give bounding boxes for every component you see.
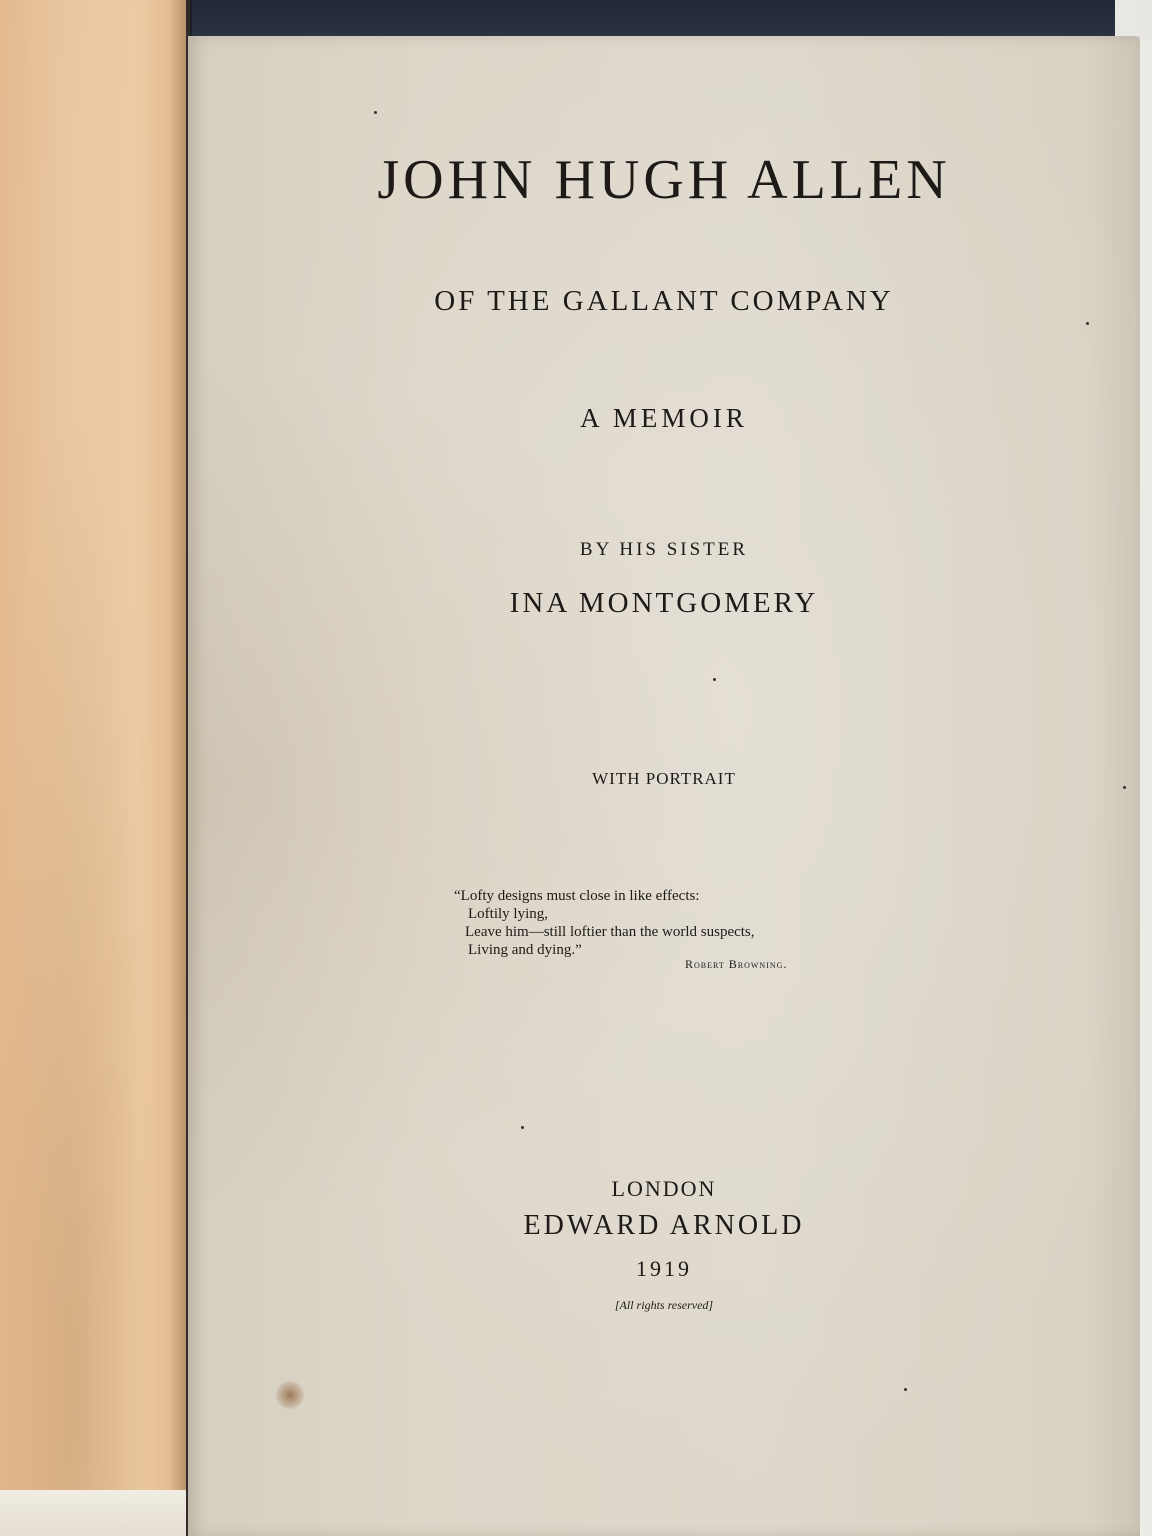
author-name: INA MONTGOMERY xyxy=(509,587,819,619)
book-genre: A MEMOIR xyxy=(580,403,748,433)
epigraph-line: “Lofty designs must close in like effects: xyxy=(454,888,700,904)
epigraph xyxy=(454,887,755,959)
foxing-speck xyxy=(904,1388,907,1391)
title-page xyxy=(188,36,1140,1536)
book-subtitle: OF THE GALLANT COMPANY xyxy=(434,285,894,317)
foxing-speck xyxy=(1086,322,1089,325)
foxing-stain xyxy=(276,1381,304,1409)
epigraph-line: Loftily lying, xyxy=(468,906,548,922)
imprint-publisher: EDWARD ARNOLD xyxy=(523,1210,805,1241)
illustration-note: WITH PORTRAIT xyxy=(592,769,736,788)
gutter-shadow xyxy=(168,0,190,1536)
endpaper-bottom-edge xyxy=(0,1490,186,1536)
epigraph-line: Leave him—still loftier than the world suspects, xyxy=(465,924,755,940)
imprint-year: 1919 xyxy=(636,1256,692,1281)
book-title: JOHN HUGH ALLEN xyxy=(377,149,951,211)
foxing-speck xyxy=(521,1126,524,1129)
imprint-city: LONDON xyxy=(611,1176,717,1201)
byline: BY HIS SISTER xyxy=(579,539,749,560)
foxing-speck xyxy=(374,111,377,114)
epigraph-line: Living and dying.” xyxy=(468,942,582,958)
endpaper-left xyxy=(0,0,186,1536)
foxing-speck xyxy=(713,678,716,681)
epigraph-attribution: Robert Browning. xyxy=(685,957,788,971)
imprint-rights: [All rights reserved] xyxy=(614,1298,714,1312)
